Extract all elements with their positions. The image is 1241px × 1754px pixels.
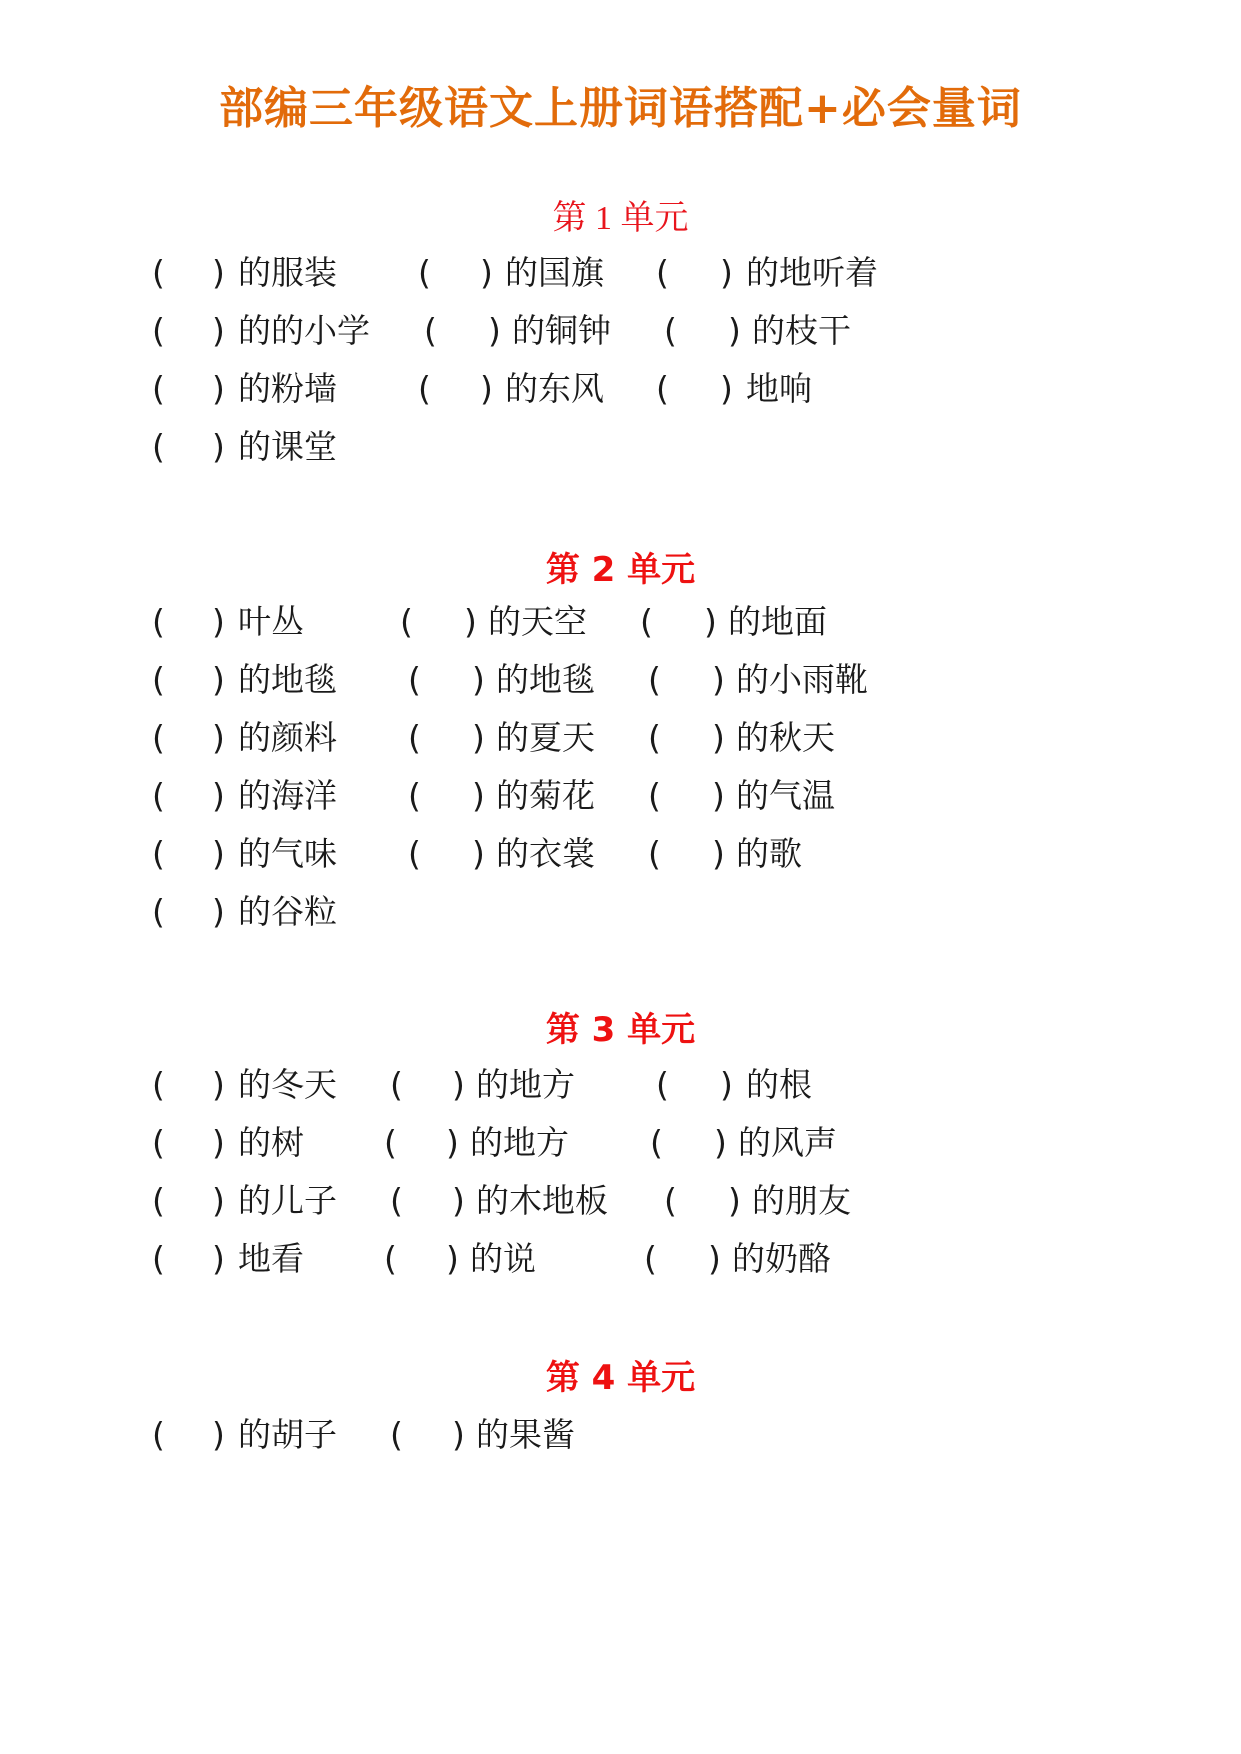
exercise-row bbox=[0, 364, 1241, 414]
blank-close-paren: ) bbox=[212, 1415, 225, 1454]
exercise-row bbox=[0, 306, 1241, 356]
exercise-row bbox=[0, 655, 1241, 705]
blank-close-paren: ) bbox=[212, 427, 225, 466]
blank-open-paren: ( bbox=[656, 1065, 669, 1104]
phrase-text: 的奶酪 bbox=[732, 1239, 831, 1278]
phrase-text: 的树 bbox=[238, 1123, 304, 1162]
blank-open-paren: ( bbox=[152, 1123, 165, 1162]
blank-close-paren: ) bbox=[212, 1065, 225, 1104]
blank-open-paren: ( bbox=[648, 776, 661, 815]
phrase-text: 的谷粒 bbox=[238, 892, 337, 931]
blank-close-paren: ) bbox=[212, 602, 225, 641]
phrase-text: 的夏天 bbox=[496, 718, 595, 757]
phrase-text: 的歌 bbox=[736, 834, 802, 873]
blank-close-paren: ) bbox=[212, 834, 225, 873]
blank-close-paren: ) bbox=[212, 253, 225, 292]
exercise-row bbox=[0, 713, 1241, 763]
blank-close-paren: ) bbox=[212, 718, 225, 757]
page-title: 部编三年级语文上册词语搭配+必会量词 bbox=[219, 83, 1022, 134]
blank-close-paren: ) bbox=[714, 1123, 727, 1162]
phrase-text: 的的小学 bbox=[238, 311, 370, 350]
blank-close-paren: ) bbox=[212, 660, 225, 699]
exercise-row bbox=[0, 771, 1241, 821]
phrase-text: 的小雨靴 bbox=[736, 660, 868, 699]
blank-open-paren: ( bbox=[152, 660, 165, 699]
phrase-text: 的东风 bbox=[505, 369, 604, 408]
phrase-text: 的根 bbox=[746, 1065, 812, 1104]
blank-close-paren: ) bbox=[704, 602, 717, 641]
blank-close-paren: ) bbox=[472, 776, 485, 815]
blank-open-paren: ( bbox=[648, 660, 661, 699]
exercise-row bbox=[0, 1176, 1241, 1226]
exercise-row bbox=[0, 887, 1241, 937]
blank-close-paren: ) bbox=[446, 1123, 459, 1162]
phrase-text: 的菊花 bbox=[496, 776, 595, 815]
exercise-row bbox=[0, 597, 1241, 647]
phrase-text: 的地方 bbox=[470, 1123, 569, 1162]
phrase-text: 的气味 bbox=[238, 834, 337, 873]
blank-open-paren: ( bbox=[418, 253, 431, 292]
blank-close-paren: ) bbox=[480, 253, 493, 292]
blank-close-paren: ) bbox=[452, 1065, 465, 1104]
blank-open-paren: ( bbox=[152, 1181, 165, 1220]
exercise-row bbox=[0, 829, 1241, 879]
phrase-text: 的地面 bbox=[728, 602, 827, 641]
section-heading: 第 3 单元 bbox=[545, 1010, 696, 1050]
blank-open-paren: ( bbox=[152, 602, 165, 641]
blank-close-paren: ) bbox=[728, 311, 741, 350]
blank-open-paren: ( bbox=[152, 369, 165, 408]
blank-close-paren: ) bbox=[452, 1181, 465, 1220]
phrase-text: 的铜钟 bbox=[512, 311, 611, 350]
phrase-text: 的秋天 bbox=[736, 718, 835, 757]
blank-open-paren: ( bbox=[152, 1065, 165, 1104]
blank-open-paren: ( bbox=[664, 311, 677, 350]
blank-open-paren: ( bbox=[152, 776, 165, 815]
blank-open-paren: ( bbox=[390, 1181, 403, 1220]
phrase-text: 的服装 bbox=[238, 253, 337, 292]
phrase-text: 的衣裳 bbox=[496, 834, 595, 873]
blank-close-paren: ) bbox=[712, 660, 725, 699]
section-heading: 第 2 单元 bbox=[545, 550, 696, 590]
blank-close-paren: ) bbox=[452, 1415, 465, 1454]
phrase-text: 的风声 bbox=[738, 1123, 837, 1162]
phrase-text: 的说 bbox=[470, 1239, 536, 1278]
blank-open-paren: ( bbox=[656, 253, 669, 292]
blank-close-paren: ) bbox=[712, 834, 725, 873]
blank-close-paren: ) bbox=[720, 253, 733, 292]
blank-close-paren: ) bbox=[472, 660, 485, 699]
blank-close-paren: ) bbox=[728, 1181, 741, 1220]
blank-open-paren: ( bbox=[650, 1123, 663, 1162]
phrase-text: 的儿子 bbox=[238, 1181, 337, 1220]
exercise-row bbox=[0, 1118, 1241, 1168]
blank-open-paren: ( bbox=[152, 892, 165, 931]
phrase-text: 的海洋 bbox=[238, 776, 337, 815]
blank-close-paren: ) bbox=[212, 369, 225, 408]
section-heading: 第 4 单元 bbox=[545, 1358, 696, 1398]
phrase-text: 的地听着 bbox=[746, 253, 878, 292]
blank-close-paren: ) bbox=[488, 311, 501, 350]
phrase-text: 的地方 bbox=[476, 1065, 575, 1104]
blank-close-paren: ) bbox=[446, 1239, 459, 1278]
blank-close-paren: ) bbox=[212, 311, 225, 350]
blank-open-paren: ( bbox=[408, 660, 421, 699]
blank-open-paren: ( bbox=[400, 602, 413, 641]
blank-open-paren: ( bbox=[418, 369, 431, 408]
blank-close-paren: ) bbox=[212, 892, 225, 931]
exercise-row bbox=[0, 1410, 1241, 1460]
exercise-row bbox=[0, 1234, 1241, 1284]
blank-open-paren: ( bbox=[408, 834, 421, 873]
blank-open-paren: ( bbox=[152, 718, 165, 757]
blank-close-paren: ) bbox=[708, 1239, 721, 1278]
blank-open-paren: ( bbox=[390, 1065, 403, 1104]
blank-open-paren: ( bbox=[152, 427, 165, 466]
blank-open-paren: ( bbox=[656, 369, 669, 408]
phrase-text: 的木地板 bbox=[476, 1181, 608, 1220]
exercise-row bbox=[0, 248, 1241, 298]
phrase-text: 的气温 bbox=[736, 776, 835, 815]
phrase-text: 的冬天 bbox=[238, 1065, 337, 1104]
blank-open-paren: ( bbox=[152, 1239, 165, 1278]
blank-open-paren: ( bbox=[152, 834, 165, 873]
blank-open-paren: ( bbox=[644, 1239, 657, 1278]
blank-close-paren: ) bbox=[712, 776, 725, 815]
blank-close-paren: ) bbox=[712, 718, 725, 757]
blank-close-paren: ) bbox=[480, 369, 493, 408]
blank-open-paren: ( bbox=[152, 253, 165, 292]
blank-open-paren: ( bbox=[384, 1239, 397, 1278]
blank-open-paren: ( bbox=[152, 1415, 165, 1454]
blank-open-paren: ( bbox=[640, 602, 653, 641]
section-heading: 第 1 单元 bbox=[552, 200, 689, 237]
phrase-text: 的天空 bbox=[488, 602, 587, 641]
phrase-text: 的枝干 bbox=[752, 311, 851, 350]
blank-close-paren: ) bbox=[720, 369, 733, 408]
phrase-text: 的国旗 bbox=[505, 253, 604, 292]
blank-open-paren: ( bbox=[152, 311, 165, 350]
blank-open-paren: ( bbox=[424, 311, 437, 350]
blank-close-paren: ) bbox=[212, 1239, 225, 1278]
blank-close-paren: ) bbox=[212, 776, 225, 815]
blank-open-paren: ( bbox=[408, 718, 421, 757]
blank-close-paren: ) bbox=[472, 834, 485, 873]
blank-close-paren: ) bbox=[212, 1123, 225, 1162]
exercise-row bbox=[0, 1060, 1241, 1110]
phrase-text: 的果酱 bbox=[476, 1415, 575, 1454]
phrase-text: 的粉墙 bbox=[238, 369, 337, 408]
blank-close-paren: ) bbox=[472, 718, 485, 757]
blank-close-paren: ) bbox=[464, 602, 477, 641]
blank-open-paren: ( bbox=[664, 1181, 677, 1220]
phrase-text: 的朋友 bbox=[752, 1181, 851, 1220]
phrase-text: 地响 bbox=[746, 369, 812, 408]
blank-close-paren: ) bbox=[212, 1181, 225, 1220]
phrase-text: 的地毯 bbox=[496, 660, 595, 699]
blank-open-paren: ( bbox=[408, 776, 421, 815]
phrase-text: 地看 bbox=[238, 1239, 304, 1278]
blank-open-paren: ( bbox=[390, 1415, 403, 1454]
phrase-text: 的胡子 bbox=[238, 1415, 337, 1454]
blank-open-paren: ( bbox=[648, 834, 661, 873]
phrase-text: 的地毯 bbox=[238, 660, 337, 699]
phrase-text: 的颜料 bbox=[238, 718, 337, 757]
blank-open-paren: ( bbox=[648, 718, 661, 757]
phrase-text: 的课堂 bbox=[238, 427, 337, 466]
blank-close-paren: ) bbox=[720, 1065, 733, 1104]
exercise-row bbox=[0, 422, 1241, 472]
blank-open-paren: ( bbox=[384, 1123, 397, 1162]
phrase-text: 叶丛 bbox=[238, 602, 304, 641]
